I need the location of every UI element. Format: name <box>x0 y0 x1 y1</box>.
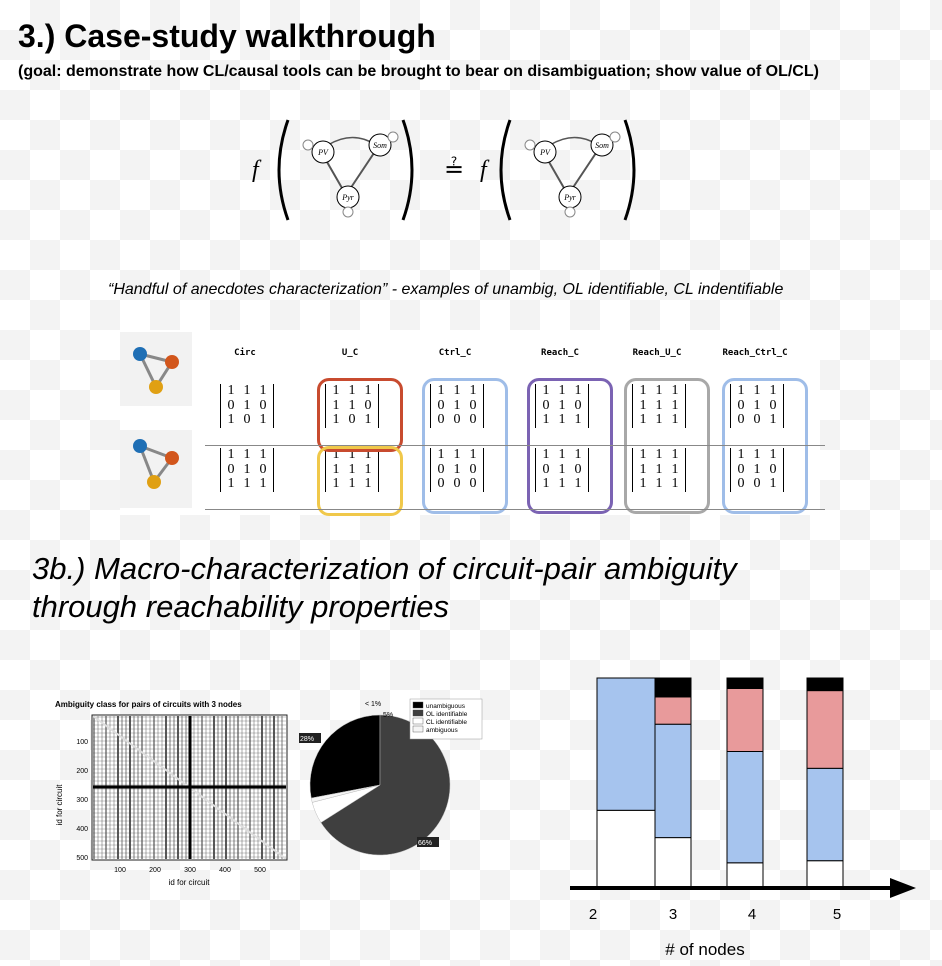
bar-segment-blue-5 <box>807 768 843 860</box>
matrix-cell: 1 <box>655 447 663 462</box>
page-title: 3.) Case-study walkthrough <box>18 18 436 54</box>
matrix-cell: 1 <box>542 412 550 427</box>
matrix-cell: 1 <box>639 461 647 477</box>
matrix-cell: 0 <box>737 397 745 413</box>
matrix-cell: 1 <box>558 447 566 462</box>
x-axis-arrow-icon <box>890 878 916 898</box>
matrix-cell: 1 <box>639 397 647 413</box>
legend-swatch <box>413 718 423 724</box>
circuit-graph-bottom <box>120 430 192 508</box>
matrix-cell: 1 <box>542 476 550 491</box>
col-header-circ: Circ <box>234 348 256 358</box>
matrix-cell: 1 <box>364 461 372 477</box>
circuit-equation <box>250 115 650 230</box>
matrix-cell: 1 <box>558 412 566 427</box>
matrix-cell: 1 <box>671 412 679 427</box>
matrix-cell: 1 <box>332 412 340 427</box>
heatmap-xtick: 400 <box>219 867 231 874</box>
pie-slice-unambiguous <box>310 715 380 798</box>
bar-segment-white-4 <box>727 863 763 888</box>
matrix-cell: 1 <box>753 447 761 462</box>
matrix-cell: 1 <box>558 383 566 398</box>
matrix-cell: 1 <box>655 476 663 491</box>
group-box-reach-ctrl-c <box>722 378 808 514</box>
bar-segment-blue-4 <box>727 752 763 863</box>
group-box-u-c-top <box>317 378 403 452</box>
matrix-cell: 0 <box>737 461 745 477</box>
heatmap-xtick: 200 <box>149 867 161 874</box>
legend-entry: OL identifiable <box>426 711 468 718</box>
bar-segment-pink-3 <box>655 697 691 724</box>
bar-segment-white-3 <box>655 838 691 888</box>
matrix-cell: 0 <box>259 461 267 477</box>
pie-label: 28% <box>300 736 315 743</box>
heatmap-xtick: 500 <box>254 867 266 874</box>
matrix-cell: 0 <box>769 461 777 477</box>
matrix-cell: 1 <box>671 476 679 491</box>
matrix-cell: 0 <box>437 461 445 477</box>
matrix-cell: 1 <box>671 461 679 477</box>
legend-swatch <box>413 702 423 708</box>
divider <box>205 509 825 510</box>
pie-label: 5% <box>383 712 394 719</box>
matrix-cell: 1 <box>453 397 461 413</box>
bar-xtick: 4 <box>747 906 757 923</box>
group-box-reach-c <box>527 378 613 514</box>
matrix-top-0 <box>220 384 274 428</box>
approx-equal-sign: ≟ <box>444 157 465 183</box>
heatmap-ytick: 500 <box>76 855 88 862</box>
legend-entry: unambiguous <box>426 703 466 710</box>
heatmap-ytick: 300 <box>76 797 88 804</box>
matrix-cell: 1 <box>655 383 663 398</box>
matrix-cell: 1 <box>259 383 267 398</box>
matrix-cell: 1 <box>227 383 235 398</box>
matrix-bottom-0 <box>220 448 274 492</box>
matrix-cell: 1 <box>332 383 340 398</box>
matrix-cell: 1 <box>737 447 745 462</box>
matrix-cell: 1 <box>243 397 251 413</box>
heatmap-title: Ambiguity class for pairs of circuits with 3 nodes <box>55 700 242 709</box>
matrix-cell: 0 <box>469 397 477 413</box>
matrix-cell: 1 <box>259 447 267 462</box>
matrix-cell: 1 <box>671 397 679 413</box>
matrix-cell: 0 <box>453 412 461 427</box>
matrix-cell: 0 <box>753 412 761 427</box>
matrix-cell: 1 <box>769 412 777 427</box>
heatmap-xlabel: id for circuit <box>168 878 210 887</box>
matrix-cell: 0 <box>574 461 582 477</box>
matrix-cell: 1 <box>227 447 235 462</box>
matrix-cell: 1 <box>655 461 663 477</box>
col-header-reach-c: Reach_C <box>541 348 579 358</box>
matrix-cell: 1 <box>469 383 477 398</box>
matrix-cell: 1 <box>332 476 340 491</box>
matrix-cell: 1 <box>655 397 663 413</box>
matrix-cell: 0 <box>542 461 550 477</box>
matrix-cell: 1 <box>453 461 461 477</box>
matrix-cell: 1 <box>348 476 356 491</box>
matrix-panel <box>120 330 820 515</box>
bar-segment-black-5 <box>807 678 843 691</box>
matrix-cell: 1 <box>243 461 251 477</box>
matrix-cell: 0 <box>453 476 461 491</box>
matrix-cell: 0 <box>542 397 550 413</box>
heatmap-ytick: 400 <box>76 826 88 833</box>
matrix-cell: 1 <box>469 447 477 462</box>
legend-swatch <box>413 726 423 732</box>
subtitle-line-1: 3b.) Macro-characterization of circuit-pair ambiguity <box>32 551 737 586</box>
matrix-cell: 1 <box>671 447 679 462</box>
bar-segment-black-3 <box>655 678 691 697</box>
matrix-cell: 1 <box>259 412 267 427</box>
matrix-cell: 0 <box>243 412 251 427</box>
node-pyr-right: Pyr <box>564 193 576 202</box>
divider <box>205 445 825 446</box>
subtitle-line-2: through reachability properties <box>32 589 450 624</box>
matrix-cell: 1 <box>364 383 372 398</box>
matrix-cell: 1 <box>655 412 663 427</box>
matrix-cell: 1 <box>671 383 679 398</box>
section-subtitle <box>32 550 737 626</box>
matrix-cell: 1 <box>769 383 777 398</box>
node-pv-right: PV <box>540 148 550 157</box>
matrix-cell: 0 <box>259 397 267 413</box>
f-right: f <box>480 157 487 183</box>
bar-segment-black-4 <box>727 678 763 689</box>
matrix-cell: 0 <box>737 476 745 491</box>
matrix-cell: 1 <box>574 476 582 491</box>
matrix-cell: 0 <box>574 397 582 413</box>
matrix-cell: 1 <box>259 476 267 491</box>
matrix-cell: 1 <box>753 461 761 477</box>
matrix-cell: 0 <box>348 412 356 427</box>
matrix-cell: 0 <box>469 476 477 491</box>
matrix-cell: 0 <box>437 412 445 427</box>
matrix-cell: 1 <box>348 447 356 462</box>
bar-segment-pink-4 <box>727 689 763 752</box>
matrix-cell: 1 <box>574 447 582 462</box>
matrix-cell: 1 <box>243 383 251 398</box>
matrix-cell: 1 <box>769 476 777 491</box>
matrix-cell: 1 <box>227 412 235 427</box>
anecdotes-caption: “Handful of anecdotes characterization” - examples of unambig, OL identifiable, CL indentifiable <box>108 281 784 298</box>
matrix-cell: 0 <box>737 412 745 427</box>
matrix-cell: 0 <box>227 461 235 477</box>
circuit-graph-top <box>120 332 192 406</box>
node-som-left: Som <box>373 141 387 150</box>
pie-label: 66% <box>418 840 433 847</box>
col-header-u-c: U_C <box>341 348 359 358</box>
matrix-cell: 1 <box>437 447 445 462</box>
matrix-cell: 1 <box>348 397 356 413</box>
matrix-cell: 1 <box>769 447 777 462</box>
node-som-right: Som <box>595 141 609 150</box>
heatmap-ytick: 200 <box>76 768 88 775</box>
group-box-u-c-bottom <box>317 446 403 516</box>
matrix-cell: 1 <box>737 383 745 398</box>
col-header-ctrl-c: Ctrl_C <box>438 348 472 358</box>
matrix-cell: 1 <box>332 461 340 477</box>
bar-xtick: 5 <box>832 906 842 923</box>
matrix-cell: 1 <box>332 447 340 462</box>
node-pyr-left: Pyr <box>342 193 354 202</box>
matrix-cell: 1 <box>227 476 235 491</box>
f-left: f <box>252 157 259 183</box>
matrix-cell: 1 <box>639 412 647 427</box>
matrix-cell: 0 <box>753 476 761 491</box>
matrix-cell: 0 <box>469 461 477 477</box>
matrix-cell: 0 <box>437 397 445 413</box>
matrix-cell: 1 <box>558 461 566 477</box>
matrix-cell: 1 <box>639 447 647 462</box>
matrix-cell: 1 <box>364 476 372 491</box>
bar-segment-white-2 <box>597 810 661 888</box>
bar-segment-blue-2 <box>597 678 661 810</box>
col-header-reach-u-c: Reach_U_C <box>632 348 682 358</box>
group-box-ctrl-c <box>422 378 508 514</box>
bar-segment-white-5 <box>807 861 843 888</box>
matrix-cell: 1 <box>364 447 372 462</box>
heatmap-ytick: 100 <box>76 739 88 746</box>
legend-entry: CL identifiable <box>426 719 467 726</box>
stacked-bar-chart <box>560 670 930 965</box>
matrix-cell: 0 <box>364 397 372 413</box>
group-box-reach-u-c <box>624 378 710 514</box>
matrix-cell: 1 <box>558 397 566 413</box>
matrix-cell: 1 <box>542 447 550 462</box>
matrix-cell: 1 <box>574 383 582 398</box>
goal-text: (goal: demonstrate how CL/causal tools can be brought to bear on disambiguation; show value of OL/CL) <box>18 63 819 80</box>
matrix-cell: 1 <box>243 476 251 491</box>
bar-xtick: 3 <box>668 906 678 923</box>
matrix-cell: 1 <box>348 383 356 398</box>
matrix-cell: 1 <box>243 447 251 462</box>
legend-entry: ambiguous <box>426 727 458 734</box>
heatmap-xtick: 100 <box>114 867 126 874</box>
matrix-cell: 1 <box>639 476 647 491</box>
col-header-reach-ctrl-c: Reach_Ctrl_C <box>722 348 788 358</box>
matrix-cell: 1 <box>437 383 445 398</box>
matrix-cell: 1 <box>453 383 461 398</box>
heatmap-figure <box>50 695 290 890</box>
matrix-cell: 0 <box>437 476 445 491</box>
heatmap-ylabel: id for circuit <box>55 784 64 826</box>
node-pv-left: PV <box>318 148 328 157</box>
matrix-cell: 1 <box>364 412 372 427</box>
bar-segment-blue-3 <box>655 724 691 837</box>
matrix-cell: 1 <box>453 447 461 462</box>
matrix-cell: 1 <box>542 383 550 398</box>
matrix-cell: 0 <box>769 397 777 413</box>
matrix-cell: 1 <box>558 476 566 491</box>
matrix-cell: 1 <box>753 397 761 413</box>
matrix-cell: 1 <box>332 397 340 413</box>
bar-segment-pink-5 <box>807 691 843 769</box>
matrix-cell: 1 <box>348 461 356 477</box>
heatmap-xtick: 300 <box>184 867 196 874</box>
legend-swatch <box>413 710 423 716</box>
pie-label: < 1% <box>365 701 382 708</box>
bar-xlabel: # of nodes <box>665 940 745 959</box>
bar-xtick: 2 <box>588 906 598 923</box>
matrix-cell: 1 <box>753 383 761 398</box>
matrix-cell: 0 <box>227 397 235 413</box>
matrix-cell: 1 <box>639 383 647 398</box>
pie-chart <box>295 695 495 870</box>
matrix-cell: 0 <box>469 412 477 427</box>
matrix-cell: 1 <box>574 412 582 427</box>
matrix-table <box>210 330 820 515</box>
